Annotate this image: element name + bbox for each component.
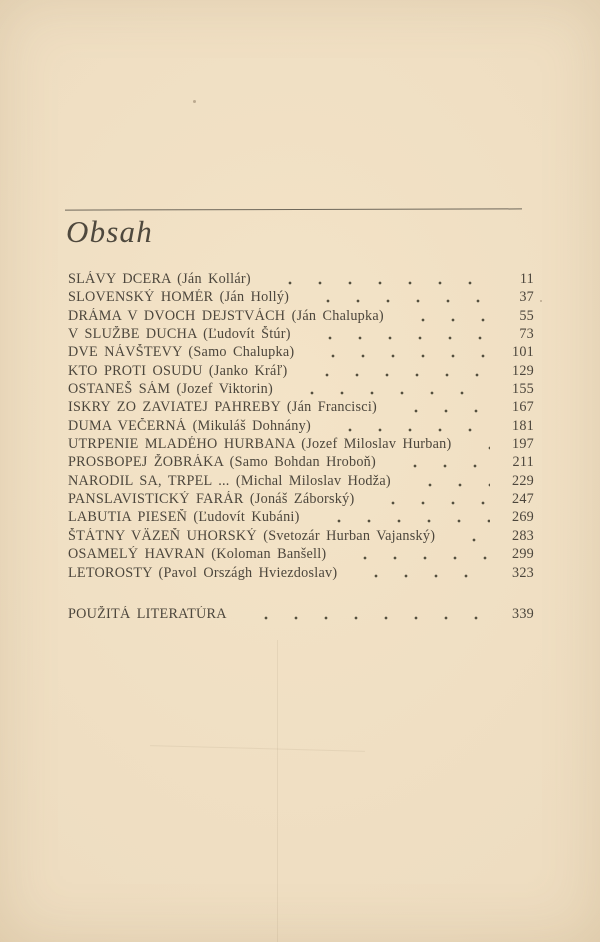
- dot-leader: [366, 491, 490, 509]
- toc-entry-title: SLOVENSKÝ HOMÉR (Ján Hollý): [68, 289, 290, 306]
- dot-leader: [323, 418, 490, 436]
- toc-page-number: 323: [511, 564, 534, 581]
- toc-page-number: 55: [519, 307, 534, 324]
- toc-row: [68, 436, 534, 454]
- toc-row: [68, 363, 534, 381]
- toc-entry-title: DRÁMA V DVOCH DEJSTVÁCH (Ján Chalupka): [68, 307, 384, 324]
- toc-row: [68, 289, 534, 307]
- toc-entry-title: PROSBOPEJ ŽOBRÁKA (Samo Bohdan Hroboň): [68, 454, 377, 471]
- toc-page-number: 73: [519, 326, 534, 343]
- toc-page-number: 155: [511, 381, 534, 398]
- toc-page-number: 247: [511, 491, 534, 508]
- toc-row: [68, 454, 534, 472]
- toc-entry-title: OSAMELÝ HAVRAN (Koloman Banšell): [68, 546, 327, 563]
- dot-leader: [338, 546, 490, 564]
- toc-entry-title: DVE NÁVŠTEVY (Samo Chalupka): [68, 344, 295, 361]
- toc-row: [68, 418, 534, 436]
- toc-page-number: 167: [511, 399, 534, 416]
- toc-entry-title: NARODIL SA, TRPEL ... (Michal Miloslav Hodža): [68, 472, 391, 489]
- toc-row: [68, 381, 534, 399]
- paper-speckle: [540, 300, 542, 302]
- toc-row: [68, 565, 534, 583]
- toc-page-number: 11: [519, 271, 534, 287]
- toc-row: [68, 509, 534, 527]
- toc-page-number: 129: [511, 362, 534, 379]
- toc-row: [68, 326, 534, 344]
- toc-entry-title: UTRPENIE MLADÉHO HURBANA (Jozef Miloslav Hurban): [68, 436, 452, 453]
- dot-leader: [388, 454, 490, 472]
- divider-line: [65, 208, 522, 210]
- dot-leader: [389, 399, 490, 417]
- dot-leader: [349, 565, 490, 583]
- toc-row: [68, 491, 534, 509]
- toc-page-number: 37: [519, 289, 534, 306]
- toc-entry-title: DUMA VEČERNÁ (Mikuláš Dohnány): [68, 417, 311, 434]
- toc-page-number: 269: [511, 509, 534, 526]
- toc-row: [68, 344, 534, 362]
- dot-leader: [285, 381, 490, 399]
- toc-entry-title: SLÁVY DCERA (Ján Kollár): [68, 271, 251, 287]
- toc-page-number: 229: [511, 472, 534, 489]
- toc-row: [68, 399, 534, 417]
- toc-page-number: 101: [511, 344, 534, 361]
- dot-leader: [239, 606, 490, 624]
- dot-leader: [263, 271, 490, 289]
- paper-speckle: [193, 100, 196, 103]
- dot-leader: [300, 363, 490, 381]
- toc-entry-title: OSTANEŠ SÁM (Jozef Viktorin): [68, 381, 273, 398]
- toc-row: [68, 271, 534, 289]
- toc-entry-title: LABUTIA PIESEŇ (Ľudovít Kubáni): [68, 509, 300, 526]
- dot-leader: [396, 308, 490, 326]
- dot-leader: [447, 528, 490, 546]
- toc-row: [68, 308, 534, 326]
- toc-row: [68, 546, 534, 564]
- toc-entry-title: LETOROSTY (Pavol Országh Hviezdoslav): [68, 564, 338, 581]
- toc-page-number: 299: [511, 546, 534, 563]
- toc-entry-title: PANSLAVISTICKÝ FARÁR (Jonáš Záborský): [68, 491, 355, 508]
- scan-scratch: [277, 640, 278, 942]
- toc-entry-title: ISKRY ZO ZAVIATEJ PAHREBY (Ján Francisci): [68, 399, 377, 416]
- toc-page-number: 181: [511, 417, 534, 434]
- toc-entry-title: POUŽITÁ LITERATÚRA: [68, 605, 227, 622]
- toc-entry-title: V SLUŽBE DUCHA (Ľudovít Štúr): [68, 326, 291, 343]
- toc-page-number: 283: [511, 527, 534, 544]
- toc-row: [68, 528, 534, 546]
- dot-leader: [301, 289, 490, 307]
- table-of-contents: [68, 271, 534, 624]
- dot-leader: [403, 473, 490, 491]
- dot-leader: [303, 326, 490, 344]
- dot-leader: [306, 344, 490, 362]
- toc-page-number: 211: [512, 454, 534, 471]
- page-title: Obsah: [66, 214, 153, 249]
- dot-leader: [463, 436, 490, 454]
- toc-page-number: 339: [511, 605, 534, 622]
- toc-row: [68, 473, 534, 491]
- toc-entry-title: ŠTÁTNY VÄZEŇ UHORSKÝ (Svetozár Hurban Vajanský): [68, 527, 436, 544]
- toc-row: [68, 606, 534, 624]
- toc-entry-title: KTO PROTI OSUDU (Janko Kráľ): [68, 362, 288, 379]
- dot-leader: [312, 509, 490, 527]
- scan-scratch: [150, 745, 365, 752]
- toc-page-number: 197: [511, 436, 534, 453]
